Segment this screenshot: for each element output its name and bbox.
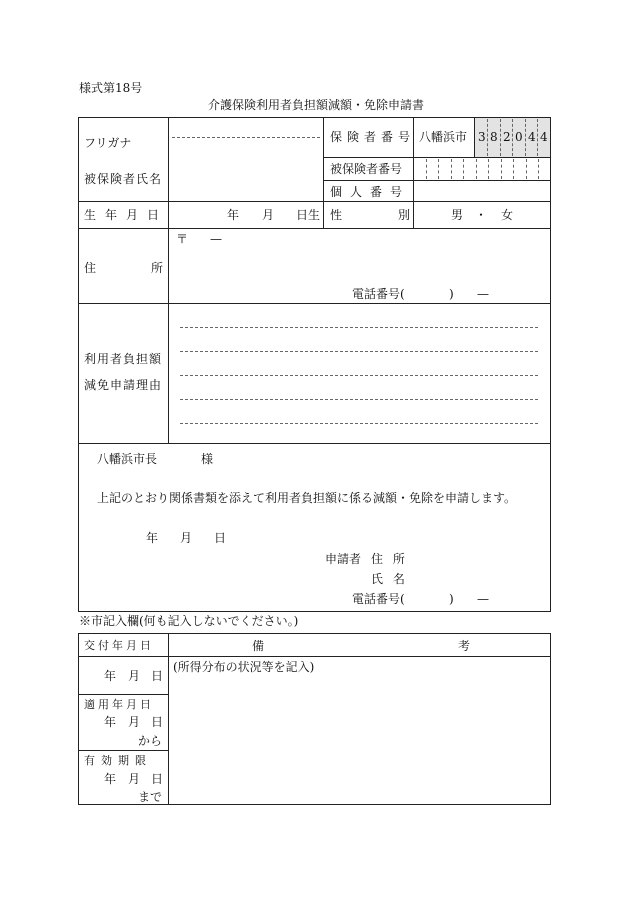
apply-day: 日 <box>151 715 164 729</box>
gender-female-option[interactable]: 女 <box>501 208 514 222</box>
validity-month: 月 <box>128 772 141 786</box>
birth-year: 年 <box>227 208 240 222</box>
honorific: 様 <box>201 452 214 466</box>
reason-input[interactable] <box>170 305 550 442</box>
issue-year: 年 <box>104 669 117 683</box>
office-use-note: ※市記入欄(何も記入しないでください。) <box>79 614 299 628</box>
form-title: 介護保険利用者負担額減額・免除申請書 <box>208 98 425 112</box>
insurer-number-label: 保険者番号 <box>330 130 416 144</box>
birth-date-label: 生年月日 <box>84 208 169 222</box>
personal-number-input[interactable] <box>414 181 550 201</box>
insured-name-input[interactable] <box>170 140 322 200</box>
validity-day: 日 <box>151 772 164 786</box>
furigana-label: フリガナ <box>84 136 132 150</box>
office-use-table <box>78 633 551 805</box>
remarks-hint: (所得分布の状況等を記入) <box>173 660 315 674</box>
birth-month: 月 <box>262 208 275 222</box>
apply-date-label: 適用年月日 <box>84 698 154 711</box>
applicant-phone-dash: — <box>477 592 489 606</box>
phone-dash: — <box>477 287 489 301</box>
gender-separator: ・ <box>475 208 488 222</box>
applicant-phone-label: 電話番号( <box>352 592 405 606</box>
postal-mark: 〒 <box>176 232 189 246</box>
insured-number-input[interactable] <box>414 158 550 179</box>
insured-name-label: 被保険者氏名 <box>84 172 163 186</box>
apply-month: 月 <box>128 715 141 729</box>
applicant-name-input[interactable] <box>410 570 545 588</box>
gender-male-option[interactable]: 男 <box>451 208 464 222</box>
applicant-address-label: 住 所 <box>371 552 405 566</box>
remarks-label-2: 考 <box>458 639 471 653</box>
validity-label: 有効期限 <box>84 754 152 767</box>
reason-label-2: 減免申請理由 <box>84 378 163 392</box>
address-input[interactable] <box>170 230 550 282</box>
issue-date-label: 交付年月日 <box>84 639 154 652</box>
declaration-statement: 上記のとおり関係書類を添えて利用者負担額に係る減額・免除を申請します。 <box>97 491 517 505</box>
remarks-label-1: 備 <box>252 639 265 653</box>
declaration-year: 年 <box>146 531 159 545</box>
applicant-name-label: 氏 名 <box>371 572 405 586</box>
validity-until: まで <box>138 790 163 804</box>
declaration-day: 日 <box>214 531 227 545</box>
form-number: 様式第18号 <box>79 81 143 95</box>
phone-close: ) <box>449 287 454 301</box>
gender-label-2: 別 <box>398 208 411 222</box>
personal-number-label: 個人番号 <box>330 185 411 199</box>
insurer-digits: 3 8 2 0 4 4 <box>478 130 548 144</box>
phone-label: 電話番号( <box>352 287 405 301</box>
birth-day: 日生 <box>296 208 321 222</box>
furigana-input[interactable] <box>170 119 322 136</box>
issue-month: 月 <box>128 669 141 683</box>
addressee: 八幡浜市長 <box>97 452 158 466</box>
applicant-label: 申請者 <box>325 552 362 566</box>
postal-dash: — <box>210 232 222 246</box>
insurer-name: 八幡浜市 <box>419 130 468 144</box>
insured-number-label: 被保険者番号 <box>330 162 403 176</box>
declaration-month: 月 <box>180 531 193 545</box>
gender-label-1: 性 <box>330 208 343 222</box>
reason-label-1: 利用者負担額 <box>84 352 163 366</box>
apply-from: から <box>138 734 163 748</box>
applicant-address-input[interactable] <box>410 550 545 568</box>
issue-day: 日 <box>151 669 164 683</box>
address-label-1: 住 <box>84 261 97 275</box>
validity-year: 年 <box>104 772 117 786</box>
address-label-2: 所 <box>151 261 164 275</box>
apply-year: 年 <box>104 715 117 729</box>
applicant-phone-close: ) <box>449 592 454 606</box>
